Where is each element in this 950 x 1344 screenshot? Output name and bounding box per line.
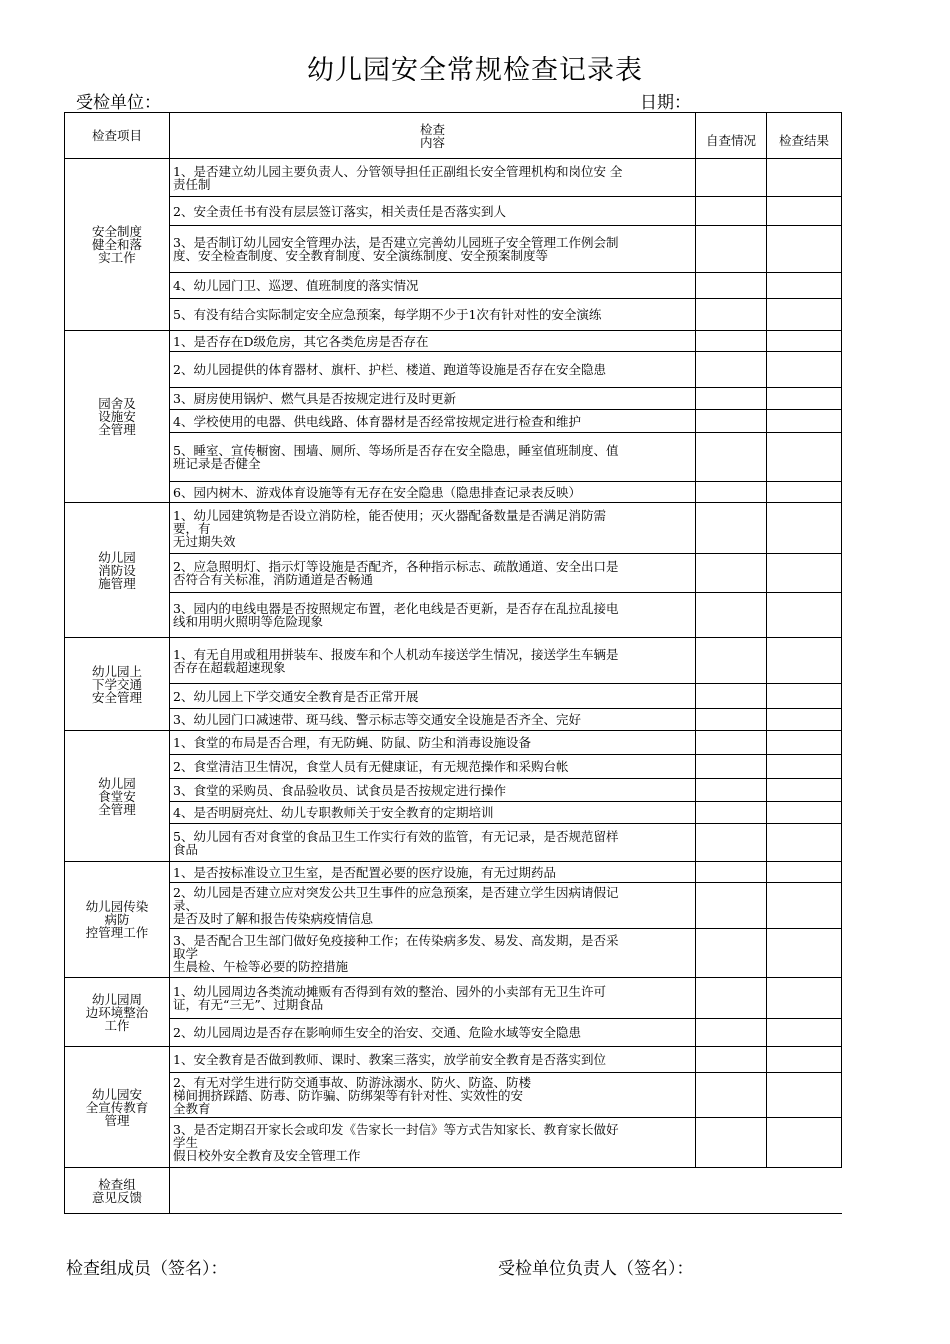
self-check-cell[interactable]: [696, 802, 767, 824]
check-item-cell: [170, 978, 696, 1019]
check-item-text: 取学: [173, 945, 199, 961]
check-result-cell[interactable]: [767, 410, 842, 433]
category-cell: [65, 638, 170, 731]
check-item-cell: [170, 929, 696, 978]
table-row: [65, 755, 842, 779]
check-item-text: 要，有: [173, 520, 211, 536]
category-label-line: 安全制度: [91, 224, 142, 239]
table-row: [65, 352, 842, 388]
feedback-label: [65, 1168, 170, 1214]
check-item-cell: [170, 197, 696, 226]
category-label-line: 施管理: [98, 575, 136, 591]
check-item-text: 5、有没有结合实际制定安全应急预案，每学期不少于1次有针对性的安全演练: [173, 307, 602, 322]
check-item-text: 2、幼儿园周边是否存在影响师生安全的治安、交通、危险水域等安全隐患: [173, 1025, 581, 1040]
check-result-cell[interactable]: [767, 1047, 842, 1073]
check-item-cell: [170, 593, 696, 638]
table-row: [65, 410, 842, 433]
table-row: [65, 731, 842, 755]
check-item-cell: [170, 883, 696, 929]
feedback-input-area[interactable]: [170, 1168, 842, 1214]
check-item-text: 责任制: [173, 176, 211, 192]
check-result-cell[interactable]: [767, 755, 842, 779]
check-item-text: 4、学校使用的电器、供电线路、体育器材是否经常按规定进行检查和维护: [173, 413, 581, 429]
category-cell: [65, 1047, 170, 1168]
category-cell: [65, 159, 170, 331]
category-label-line: 健全和落: [91, 237, 142, 252]
check-item-cell: [170, 1019, 696, 1047]
self-check-cell[interactable]: [696, 779, 767, 802]
self-check-cell[interactable]: [696, 978, 767, 1019]
page-title: 幼儿园安全常规检查记录表: [307, 55, 643, 86]
self-check-cell[interactable]: [696, 388, 767, 410]
check-item-text: 3、厨房使用锅炉、燃气具是否按规定进行及时更新: [173, 391, 456, 406]
check-result-cell[interactable]: [767, 883, 842, 929]
check-result-cell[interactable]: [767, 802, 842, 824]
check-item-cell: [170, 684, 696, 709]
check-result-cell[interactable]: [767, 731, 842, 755]
check-result-cell[interactable]: [767, 1073, 842, 1118]
table-row: [65, 862, 842, 883]
check-item-cell: [170, 638, 696, 684]
check-item-text: 3、是否配合卫生部门做好免疫接种工作；在传染病多发、易发、高发期，是否采: [173, 932, 619, 948]
check-item-cell: [170, 410, 696, 433]
category-cell: [65, 978, 170, 1047]
check-item-cell: [170, 433, 696, 482]
check-result-cell[interactable]: [767, 929, 842, 978]
self-check-cell[interactable]: [696, 1118, 767, 1168]
table-row: [65, 684, 842, 709]
category-label-line: 下学交通: [91, 676, 142, 692]
table-row: [65, 482, 842, 503]
category-label-line: 病防: [104, 912, 130, 927]
check-item-text: 5、睡室、宣传橱窗、围墙、厕所、等场所是否存在安全隐患，睡室值班制度、值: [173, 443, 619, 458]
check-item-text: 线和用明火照明等危险现象: [173, 614, 324, 629]
check-item-text: 1、安全教育是否做到教师、课时、教案三落实，放学前安全教育是否落实到位: [173, 1052, 606, 1067]
table-row: [65, 273, 842, 299]
check-item-cell: [170, 226, 696, 273]
category-label-line: 边环境整治: [85, 1004, 149, 1020]
self-check-cell[interactable]: [696, 410, 767, 433]
table-row: [65, 159, 842, 197]
check-result-cell[interactable]: [767, 824, 842, 862]
self-check-cell[interactable]: [696, 299, 767, 331]
check-item-text: 2、食堂清洁卫生情况，食堂人员有无健康证，有无规范操作和采购台帐: [173, 759, 569, 774]
check-item-cell: [170, 755, 696, 779]
category-cell: [65, 503, 170, 638]
category-label-line: 消防设: [98, 562, 136, 578]
check-result-cell[interactable]: [767, 226, 842, 273]
self-check-cell[interactable]: [696, 929, 767, 978]
check-result-cell[interactable]: [767, 684, 842, 709]
table-row: [65, 331, 842, 352]
check-result-cell[interactable]: [767, 331, 842, 352]
header-self-check: 自查情况: [696, 113, 767, 159]
self-check-cell[interactable]: [696, 593, 767, 638]
category-label-line: 园舍及: [98, 396, 136, 411]
unit-leader-signature-label: 受检单位负责人（签名）：: [498, 1259, 694, 1279]
check-item-cell: [170, 273, 696, 299]
check-item-text: 4、幼儿园门卫、巡逻、值班制度的落实情况: [173, 278, 419, 293]
check-item-text: 否存在超载超速现象: [173, 659, 286, 675]
header-result: 检查结果: [767, 113, 842, 159]
category-cell: [65, 862, 170, 978]
check-result-cell[interactable]: [767, 779, 842, 802]
check-item-text: 食品: [173, 841, 199, 857]
check-item-text: 2、应急照明灯、指示灯等设施是否配齐，各种指示标志、疏散通道、安全出口是: [173, 559, 619, 574]
table-row: [65, 388, 842, 410]
check-item-cell: [170, 709, 696, 731]
check-item-text: 生晨检、午检等必要的防控措施: [173, 958, 349, 974]
table-row: [65, 1019, 842, 1047]
check-item-cell: [170, 352, 696, 388]
table-row: [65, 299, 842, 331]
check-item-text: 是否及时了解和报告传染病疫情信息: [173, 911, 374, 926]
check-item-text: 学生: [173, 1135, 199, 1150]
category-label-line: 全管理: [98, 801, 136, 817]
check-item-text: 1、有无自用或租用拼装车、报废车和个人机动车接送学生情况，接送学生车辆是: [173, 646, 619, 662]
check-item-text: 1、食堂的布局是否合理，有无防蝇、防鼠、防尘和消毒设施设备: [173, 735, 531, 750]
check-item-cell: [170, 731, 696, 755]
self-check-cell[interactable]: [696, 684, 767, 709]
table-row: [65, 554, 842, 593]
check-item-text: 1、是否建立幼儿园主要负责人、分管领导担任正副组长安全管理机构和岗位安 全: [173, 163, 623, 179]
check-result-cell[interactable]: [767, 1019, 842, 1047]
check-result-cell[interactable]: [767, 1118, 842, 1168]
check-item-cell: [170, 862, 696, 883]
category-label-line: 幼儿园上: [91, 663, 142, 679]
self-check-cell[interactable]: [696, 1019, 767, 1047]
category-label-line: 全管理: [98, 422, 136, 437]
category-label-line: 全宣传教育: [85, 1099, 149, 1115]
check-item-cell: [170, 802, 696, 824]
inspection-table: [64, 112, 842, 1214]
check-item-cell: [170, 1073, 696, 1118]
check-item-cell: [170, 299, 696, 331]
check-item-text: 6、园内树木、游戏体育设施等有无存在安全隐患（隐患排查记录表反映）: [173, 484, 581, 500]
header-row: [65, 113, 842, 159]
check-item-cell: [170, 1118, 696, 1168]
check-item-text: 3、食堂的采购员、食品验收员、试食员是否按规定进行操作: [173, 782, 506, 798]
self-check-cell[interactable]: [696, 755, 767, 779]
table-row: [65, 1118, 842, 1168]
check-result-cell[interactable]: [767, 433, 842, 482]
self-check-cell[interactable]: [696, 883, 767, 929]
self-check-cell[interactable]: [696, 331, 767, 352]
check-item-text: 3、幼儿园门口减速带、斑马线、警示标志等交通安全设施是否齐全、完好: [173, 712, 581, 727]
check-item-text: 班记录是否健全: [173, 456, 261, 471]
category-cell: [65, 731, 170, 862]
check-item-cell: [170, 1047, 696, 1073]
self-check-cell[interactable]: [696, 638, 767, 684]
category-label-line: 幼儿园周: [91, 991, 142, 1007]
category-label-line: 设施安: [98, 409, 136, 424]
category-label-line: 工作: [104, 1017, 130, 1033]
check-result-cell[interactable]: [767, 482, 842, 503]
check-item-cell: [170, 779, 696, 802]
self-check-cell[interactable]: [696, 197, 767, 226]
check-result-cell[interactable]: [767, 352, 842, 388]
header-content: [170, 113, 696, 159]
check-item-text: 2、幼儿园是否建立应对突发公共卫生事件的应急预案，是否建立学生因病请假记: [173, 885, 619, 900]
category-label-line: 幼儿园安: [91, 1086, 142, 1102]
self-check-cell[interactable]: [696, 482, 767, 503]
check-result-cell[interactable]: [767, 638, 842, 684]
check-item-text: 全教育: [173, 1100, 211, 1116]
check-item-text: 2、有无对学生进行防交通事故、防游泳溺水、防火、防盗、防楼: [173, 1074, 531, 1090]
check-result-cell[interactable]: [767, 503, 842, 554]
inspected-unit-label: 受检单位：: [76, 93, 161, 113]
check-result-cell[interactable]: [767, 159, 842, 197]
check-item-text: 2、安全责任书有没有层层签订落实，相关责任是否落实到人: [173, 203, 506, 219]
self-check-cell[interactable]: [696, 433, 767, 482]
category-label-line: 控管理工作: [85, 925, 149, 940]
table-row: [65, 883, 842, 929]
check-item-text: 1、幼儿园周边各类流动摊贩有否得到有效的整治、园外的小卖部有无卫生许可: [173, 984, 606, 999]
check-item-text: 3、是否制订幼儿园安全管理办法，是否建立完善幼儿园班子安全管理工作例会制: [173, 235, 619, 250]
check-item-text: 否符合有关标准，消防通道是否畅通: [173, 572, 374, 587]
check-result-cell[interactable]: [767, 388, 842, 410]
feedback-label-line: 检查组: [98, 1176, 136, 1192]
inspector-signature-label: 检查组成员（签名）：: [66, 1259, 228, 1279]
category-label-line: 幼儿园: [98, 549, 136, 565]
check-item-cell: [170, 388, 696, 410]
check-item-text: 1、幼儿园建筑物是否设立消防栓，能否使用；灭火器配备数量是否满足消防需: [173, 507, 606, 523]
category-label-line: 幼儿园传染: [85, 899, 149, 914]
check-item-text: 2、幼儿园提供的体育器材、旗杆、护栏、楼道、跑道等设施是否存在安全隐患: [173, 362, 606, 377]
self-check-cell[interactable]: [696, 554, 767, 593]
table-row: [65, 433, 842, 482]
check-result-cell[interactable]: [767, 978, 842, 1019]
category-label-line: 安全管理: [91, 689, 142, 705]
check-result-cell[interactable]: [767, 273, 842, 299]
check-item-cell: [170, 824, 696, 862]
table-row: [65, 503, 842, 554]
self-check-cell[interactable]: [696, 273, 767, 299]
self-check-cell[interactable]: [696, 731, 767, 755]
category-cell: [65, 331, 170, 503]
check-item-cell: [170, 503, 696, 554]
check-result-cell[interactable]: [767, 554, 842, 593]
check-item-text: 3、园内的电线电器是否按照规定布置，老化电线是否更新，是否存在乱拉乱接电: [173, 601, 619, 616]
check-item-text: 3、是否定期召开家长会或印发《告家长一封信》等方式告知家长、教育家长做好: [173, 1122, 619, 1137]
self-check-cell[interactable]: [696, 226, 767, 273]
table-row: [65, 226, 842, 273]
table-row: [65, 197, 842, 226]
self-check-cell[interactable]: [696, 709, 767, 731]
table-row: [65, 709, 842, 731]
check-item-cell: [170, 331, 696, 352]
feedback-label-line: 意见反馈: [91, 1189, 142, 1205]
category-label-line: 实工作: [98, 250, 136, 265]
check-result-cell[interactable]: [767, 593, 842, 638]
feedback-row: [65, 1168, 842, 1214]
table-row: [65, 929, 842, 978]
check-item-text: 证，有无“三无”、过期食品: [173, 997, 324, 1012]
check-item-text: 1、是否存在D级危房，其它各类危房是否存在: [173, 333, 429, 349]
header-project: 检查项目: [65, 113, 170, 159]
self-check-cell[interactable]: [696, 824, 767, 862]
date-label: 日期：: [640, 93, 691, 113]
check-item-text: 假日校外安全教育及安全管理工作: [173, 1148, 361, 1163]
category-label-line: 管理: [104, 1112, 130, 1128]
check-item-text: 梯间拥挤踩踏、防毒、防诈骗、防绑架等有针对性、实效性的安: [173, 1087, 524, 1103]
check-result-cell[interactable]: [767, 197, 842, 226]
check-item-text: 2、幼儿园上下学交通安全教育是否正常开展: [173, 688, 419, 704]
self-check-cell[interactable]: [696, 1047, 767, 1073]
header-content-line: 内容: [419, 134, 445, 150]
table-row: [65, 1047, 842, 1073]
table-row: [65, 802, 842, 824]
check-item-cell: [170, 482, 696, 503]
category-label-line: 食堂安: [98, 788, 136, 804]
check-result-cell[interactable]: [767, 709, 842, 731]
check-item-text: 4、是否明厨亮灶、幼儿专职教师关于安全教育的定期培训: [173, 805, 494, 820]
table-row: [65, 1073, 842, 1118]
check-result-cell[interactable]: [767, 299, 842, 331]
check-item-text: 无过期失效: [173, 533, 236, 549]
header-content-line: 检查: [419, 121, 445, 137]
self-check-cell[interactable]: [696, 352, 767, 388]
check-item-cell: [170, 159, 696, 197]
check-item-cell: [170, 554, 696, 593]
table-row: [65, 978, 842, 1019]
check-item-text: 5、幼儿园有否对食堂的食品卫生工作实行有效的监管，有无记录，是否规范留样: [173, 828, 619, 844]
self-check-cell[interactable]: [696, 1073, 767, 1118]
self-check-cell[interactable]: [696, 862, 767, 883]
check-result-cell[interactable]: [767, 862, 842, 883]
table-row: [65, 638, 842, 684]
table-row: [65, 779, 842, 802]
check-item-text: 录、: [173, 898, 199, 913]
check-item-text: 1、是否按标准设立卫生室，是否配置必要的医疗设施，有无过期药品: [173, 864, 556, 880]
self-check-cell[interactable]: [696, 159, 767, 197]
category-label-line: 幼儿园: [98, 775, 136, 791]
self-check-cell[interactable]: [696, 503, 767, 554]
table-row: [65, 824, 842, 862]
table-row: [65, 593, 842, 638]
check-item-text: 度、安全检查制度、安全教育制度、安全演练制度、安全预案制度等: [173, 248, 549, 263]
